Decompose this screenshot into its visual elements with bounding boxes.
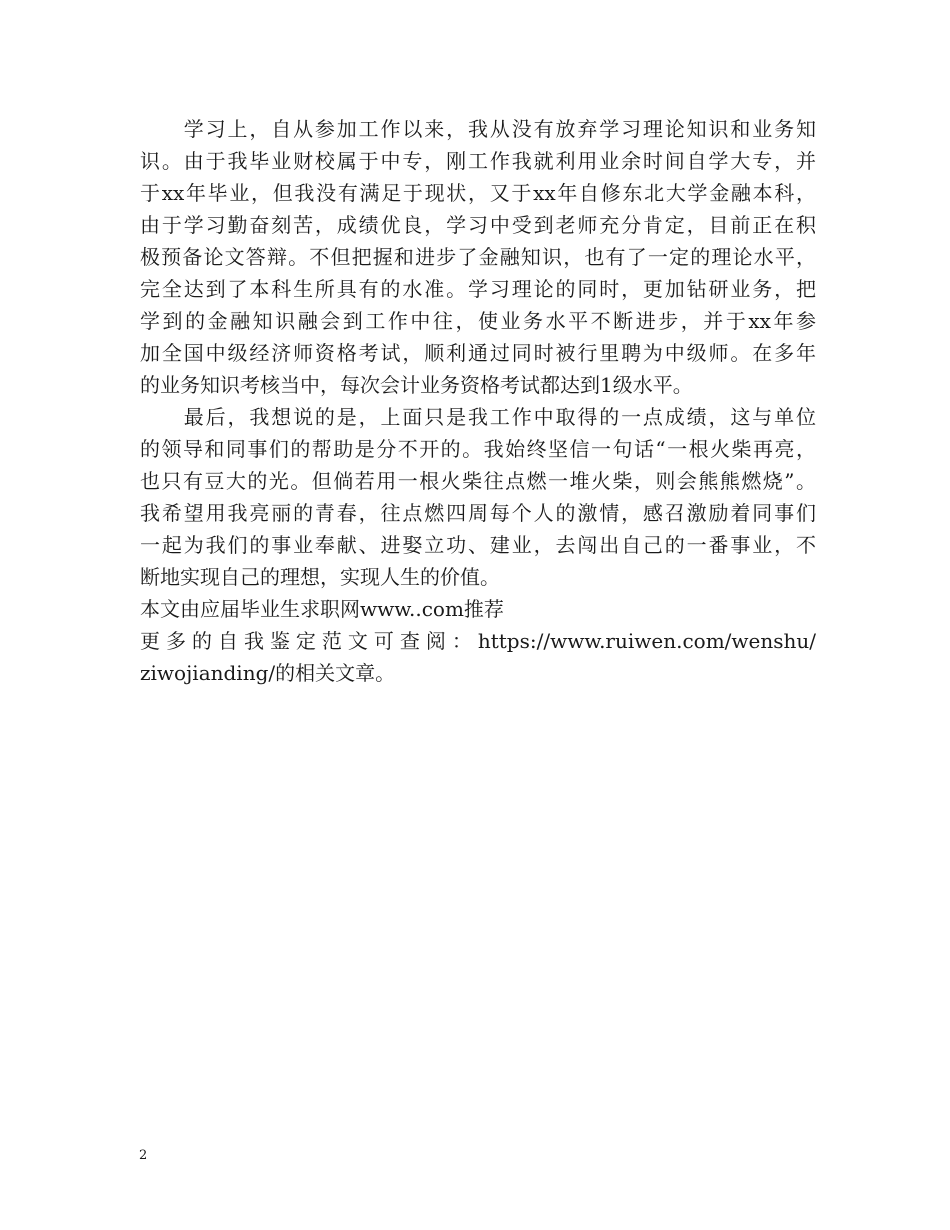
text-line: 也只有豆大的光。但倘若用一根火柴往点燃一堆火柴，则会熊熊燃烧”。: [140, 469, 816, 493]
recommend-line: 本文由应届毕业生求职网www..com推荐: [140, 597, 504, 621]
text-line: 的领导和同事们的帮助是分不开的。我始终坚信一句话“一根火柴再亮，: [140, 437, 816, 461]
text-line: 完全达到了本科生所具有的水准。学习理论的同时，更加钻研业务，把: [140, 277, 816, 301]
text-line: 最后，我想说的是，上面只是我工作中取得的一点成绩，这与单位: [140, 405, 816, 429]
text-line: 识。由于我毕业财校属于中专，刚工作我就利用业余时间自学大专，并: [140, 149, 816, 173]
text-line: 于xx年毕业，但我没有满足于现状，又于xx年自修东北大学金融本科，: [140, 181, 816, 205]
page-number: 2: [139, 1148, 148, 1163]
text-line: 断地实现自己的理想，实现人生的价值。: [140, 565, 500, 589]
more-articles-note: [140, 625, 816, 689]
document-body: [140, 113, 816, 689]
paragraph-conclusion: [140, 401, 816, 593]
paragraph-study: [140, 113, 816, 401]
text-line: 的业务知识考核当中，每次会计业务资格考试都达到1级水平。: [140, 373, 693, 397]
text-line: 加全国中级经济师资格考试，顺利通过同时被行里聘为中级师。在多年: [140, 341, 816, 365]
text-line: 学到的金融知识融会到工作中往，使业务水平不断进步，并于xx年参: [140, 309, 816, 333]
text-line: 我希望用我亮丽的青春，往点燃四周每个人的激情，感召激励着同事们: [140, 501, 816, 525]
more-articles-line: 更多的自我鉴定范文可查阅：https://www.ruiwen.com/wenshu/: [140, 629, 816, 653]
text-line: 一起为我们的事业奉献、进娶立功、建业，去闯出自己的一番事业，不: [140, 533, 816, 557]
text-line: 学习上，自从参加工作以来，我从没有放弃学习理论知识和业务知: [140, 117, 816, 141]
text-line: 极预备论文答辩。不但把握和进步了金融知识，也有了一定的理论水平，: [140, 245, 816, 269]
text-line: 由于学习勤奋刻苦，成绩优良，学习中受到老师充分肯定，目前正在积: [140, 213, 816, 237]
more-articles-line: ziwojianding/的相关文章。: [140, 661, 396, 685]
